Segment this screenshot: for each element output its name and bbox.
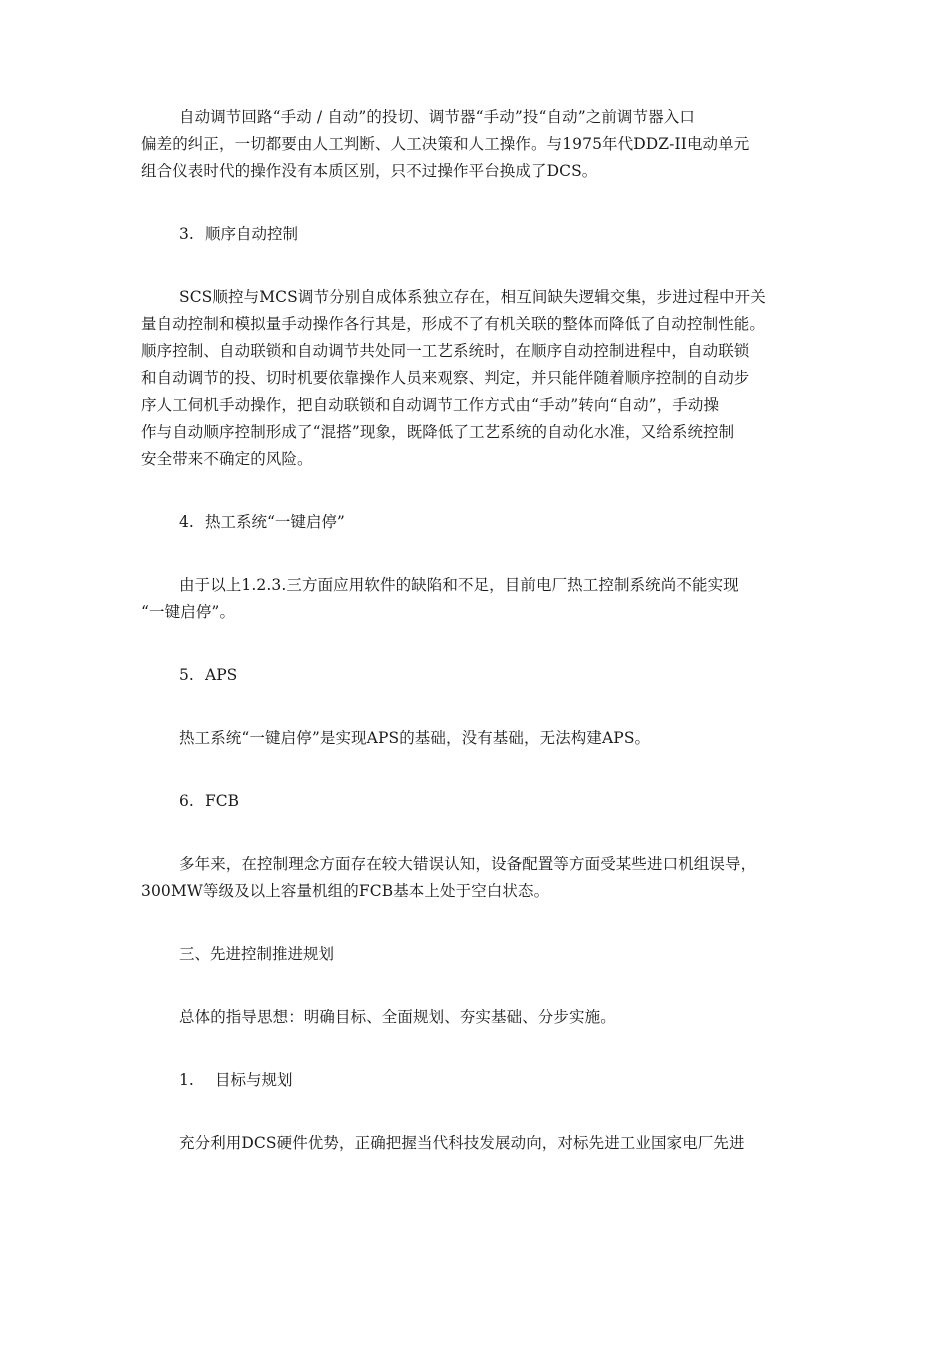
text-line: 由于以上1.2.3.三方面应用软件的缺陷和不足，目前电厂热工控制系统尚不能实现	[179, 576, 739, 594]
text-line: SCS顺控与MCS调节分别自成体系独立存在，相互间缺失逻辑交集，步进过程中开关	[179, 288, 766, 306]
text-line: 自动调节回路“手动 / 自动”的投切、调节器“手动”投“自动”之前调节器入口	[179, 108, 695, 126]
heading-number: 3.	[179, 225, 194, 243]
text-line: 顺序控制、自动联锁和自动调节共处同一工艺系统时，在顺序自动控制进程中，自动联锁	[141, 342, 750, 360]
text-line: “一键启停”。	[141, 603, 236, 621]
heading-target-and-plan	[141, 1067, 821, 1094]
text-line: 作与自动顺序控制形成了“混搭”现象，既降低了工艺系统的自动化水准，又给系统控制	[141, 423, 735, 441]
heading-number: 4.	[179, 513, 194, 531]
heading-text: 顺序自动控制	[205, 225, 299, 243]
heading-aps	[141, 662, 821, 689]
heading-number: 1.	[179, 1071, 194, 1089]
text-line: 序人工伺机手动操作，把自动联锁和自动调节工作方式由“手动”转向“自动”，手动操	[141, 396, 720, 414]
text-line: 多年来，在控制理念方面存在较大错误认知，设备配置等方面受某些进口机组误导，	[179, 855, 757, 873]
heading-fcb	[141, 788, 821, 815]
paragraph-fcb-status	[141, 851, 821, 905]
heading-number: 5.	[179, 666, 194, 684]
heading-advanced-control-plan: 三、先进控制推进规划	[179, 945, 335, 963]
document-page	[141, 104, 821, 1157]
text-line: 安全带来不确定的风险。	[141, 450, 313, 468]
paragraph-auto-regulation	[141, 104, 821, 185]
heading-sequence-control	[141, 221, 821, 248]
heading-text: APS	[205, 666, 238, 684]
paragraph-software-defects	[141, 572, 821, 626]
text-line: 充分利用DCS硬件优势，正确把握当代科技发展动向，对标先进工业国家电厂先进	[179, 1134, 745, 1152]
paragraph-aps-basis	[141, 725, 821, 752]
heading-text: 热工系统“一键启停”	[205, 513, 345, 531]
text-line: 量自动控制和模拟量手动操作各行其是，形成不了有机关联的整体而降低了自动控制性能。	[141, 315, 766, 333]
heading-one-key-start-stop	[141, 509, 821, 536]
paragraph-scs-mcs	[141, 284, 821, 473]
text-line: 300MW等级及以上容量机组的FCB基本上处于空白状态。	[141, 882, 550, 900]
heading-text: FCB	[205, 792, 240, 810]
heading-number: 6.	[179, 792, 194, 810]
text-line: 组合仪表时代的操作没有本质区别，只不过操作平台换成了DCS。	[141, 162, 598, 180]
text-line: 偏差的纠正，一切都要由人工判断、人工决策和人工操作。与1975年代DDZ-II电动单元	[141, 135, 750, 153]
paragraph-dcs-advantage	[141, 1130, 821, 1157]
paragraph-guiding-idea	[141, 1004, 821, 1031]
heading-text: 目标与规划	[215, 1071, 293, 1089]
text-line: 总体的指导思想：明确目标、全面规划、夯实基础、分步实施。	[179, 1008, 616, 1026]
text-line: 热工系统“一键启停”是实现APS的基础，没有基础，无法构建APS。	[179, 729, 651, 747]
text-line: 和自动调节的投、切时机要依靠操作人员来观察、判定，并只能伴随着顺序控制的自动步	[141, 369, 750, 387]
